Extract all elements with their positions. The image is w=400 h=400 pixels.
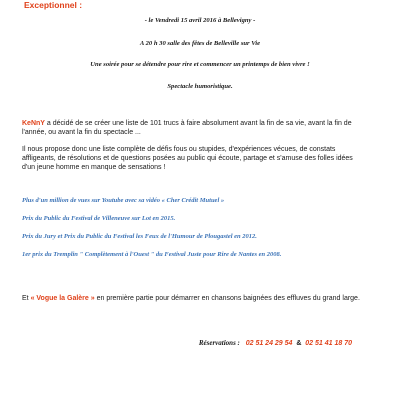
phone-separator: & (296, 340, 302, 347)
reservations-label: Réservations : (198, 339, 240, 347)
phone-number-1: 02 51 24 29 54 (245, 340, 293, 347)
event-date-line: - le Vendredi 15 avril 2016 à Bellevigny - (144, 17, 256, 24)
intro-text: a décidé de se créer une liste de 101 trucs à faire absolument avant la fin de sa vie, avant la fin de l'année, ou avant la fin du spectacle ... (22, 120, 352, 136)
intro-paragraph (22, 119, 367, 137)
phone-number-2: 02 51 41 18 70 (305, 340, 352, 347)
opening-band-name: « Vogue la Galère » (30, 295, 95, 302)
event-genre: Spectacle humoristique. (167, 83, 233, 90)
event-venue-line: A 20 h 30 salle des fêtes de Belleville sur Vie (139, 40, 261, 47)
performer-name: KeNnY (22, 120, 45, 127)
award-item: Prix du Jury et Prix du Public du Festival les Feux de l'Humour de Plougastel en 2012. (22, 233, 257, 240)
award-item: 1er prix du Tremplin " Complètement à l'Ouest " du Festival Juste pour Rire de Nantes en 2008. (22, 251, 282, 258)
opening-act-paragraph (22, 294, 367, 303)
description-paragraph: Il nous propose donc une liste complète de défis fous ou stupides, d'expériences vécues, de constats affligeants, de résolutions et de questions posées au public qui écoute, partage et s'amuse des folles idées d'un jeune homme en manque de sensations ! (22, 146, 353, 171)
heading: Exceptionnel : (24, 0, 83, 10)
reservations-line (0, 339, 352, 348)
opening-suffix: en première partie pour démarrer en chansons baignées des effluves du grand large. (94, 295, 360, 302)
event-tagline: Une soirée pour se détendre pour rire et commencer un printemps de bien vivre ! (90, 61, 310, 68)
award-item: Prix du Public du Festival de Villeneuve sur Lot en 2015. (22, 215, 176, 222)
opening-prefix: Et (22, 295, 31, 302)
award-item: Plus d'un million de vues sur Youtube avec sa vidéo « Cher Crédit Mutuel » (22, 197, 225, 204)
